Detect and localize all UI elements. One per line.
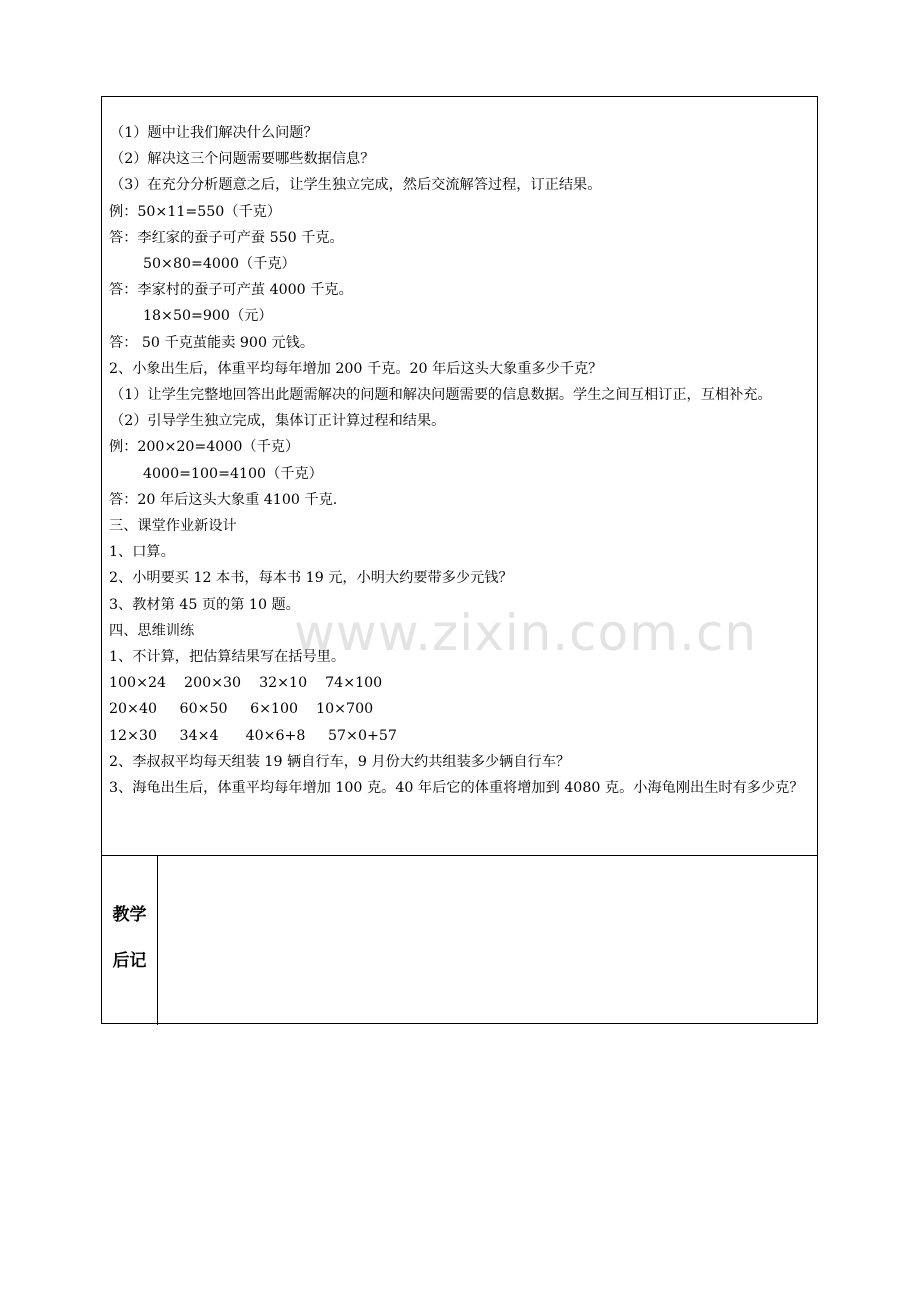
content-line: 例：200×20=4000（千克） [109,439,300,456]
content-line: 答：李家村的蚕子可产茧 4000 千克。 [109,282,353,299]
content-line: （1）题中让我们解决什么问题？ [110,125,318,141]
content-line: 3、教材第 45 页的第 10 题。 [109,596,300,613]
side-label-line2: 后记 [112,951,147,971]
content-line: 2、小明要买 12 本书，每本书 19 元，小明大约要带多少元钱？ [109,570,513,587]
column-divider [157,855,158,1025]
section-heading: 四、思维训练 [109,622,195,639]
content-line: 例：50×11=550（千克） [109,203,282,220]
side-label-line1: 教学 [112,905,147,925]
content-line: 4000=100=4100（千克） [143,465,323,482]
estimation-row: 12×30 34×4 40×6+8 57×0+57 [109,727,397,744]
content-line: （3）在充分分析题意之后，让学生独立完成，然后交流解答过程，订正结果。 [110,177,602,194]
section-heading: 三、课堂作业新设计 [109,518,237,535]
content-line: 2、小象出生后，体重平均每年增加 200 千克。20 年后这头大象重多少千克？ [109,360,603,377]
lesson-content [109,120,814,801]
content-line: （2）引导学生独立完成，集体订正计算过程和结果。 [110,413,446,430]
content-line: 3、海龟出生后，体重平均每年增加 100 克。40 年后它的体重将增加到 4080 克。小海龟刚出生时有多少克？ [109,780,804,797]
content-line: 1、不计算，把估算结果写在括号里。 [109,649,346,666]
content-line: 50×80=4000（千克） [143,256,296,273]
estimation-row: 20×40 60×50 6×100 10×700 [109,701,374,718]
content-line: 答：20 年后这头大象重 4100 千克. [109,491,338,508]
content-line: 1、口算。 [109,544,175,561]
content-line: （1）让学生完整地回答出此题需解决的问题和解决问题需要的信息数据。学生之间互相订正，互相补充。 [110,387,772,404]
content-line: 18×50=900（元） [143,308,273,325]
content-line: （2）解决这三个问题需要哪些数据信息？ [110,151,375,168]
row-divider [102,855,817,856]
estimation-row: 100×24 200×30 32×10 74×100 [109,675,383,692]
watermark: www.zixin.com.cn [294,604,758,662]
content-line: 答：李红家的蚕子可产蚕 550 千克。 [109,229,344,246]
content-line: 答： 50 千克茧能卖 900 元钱。 [109,334,315,351]
lesson-table [101,96,818,1024]
content-line: 2、李叔叔平均每天组装 19 辆自行车，9 月份大约共组装多少辆自行车？ [109,753,571,770]
